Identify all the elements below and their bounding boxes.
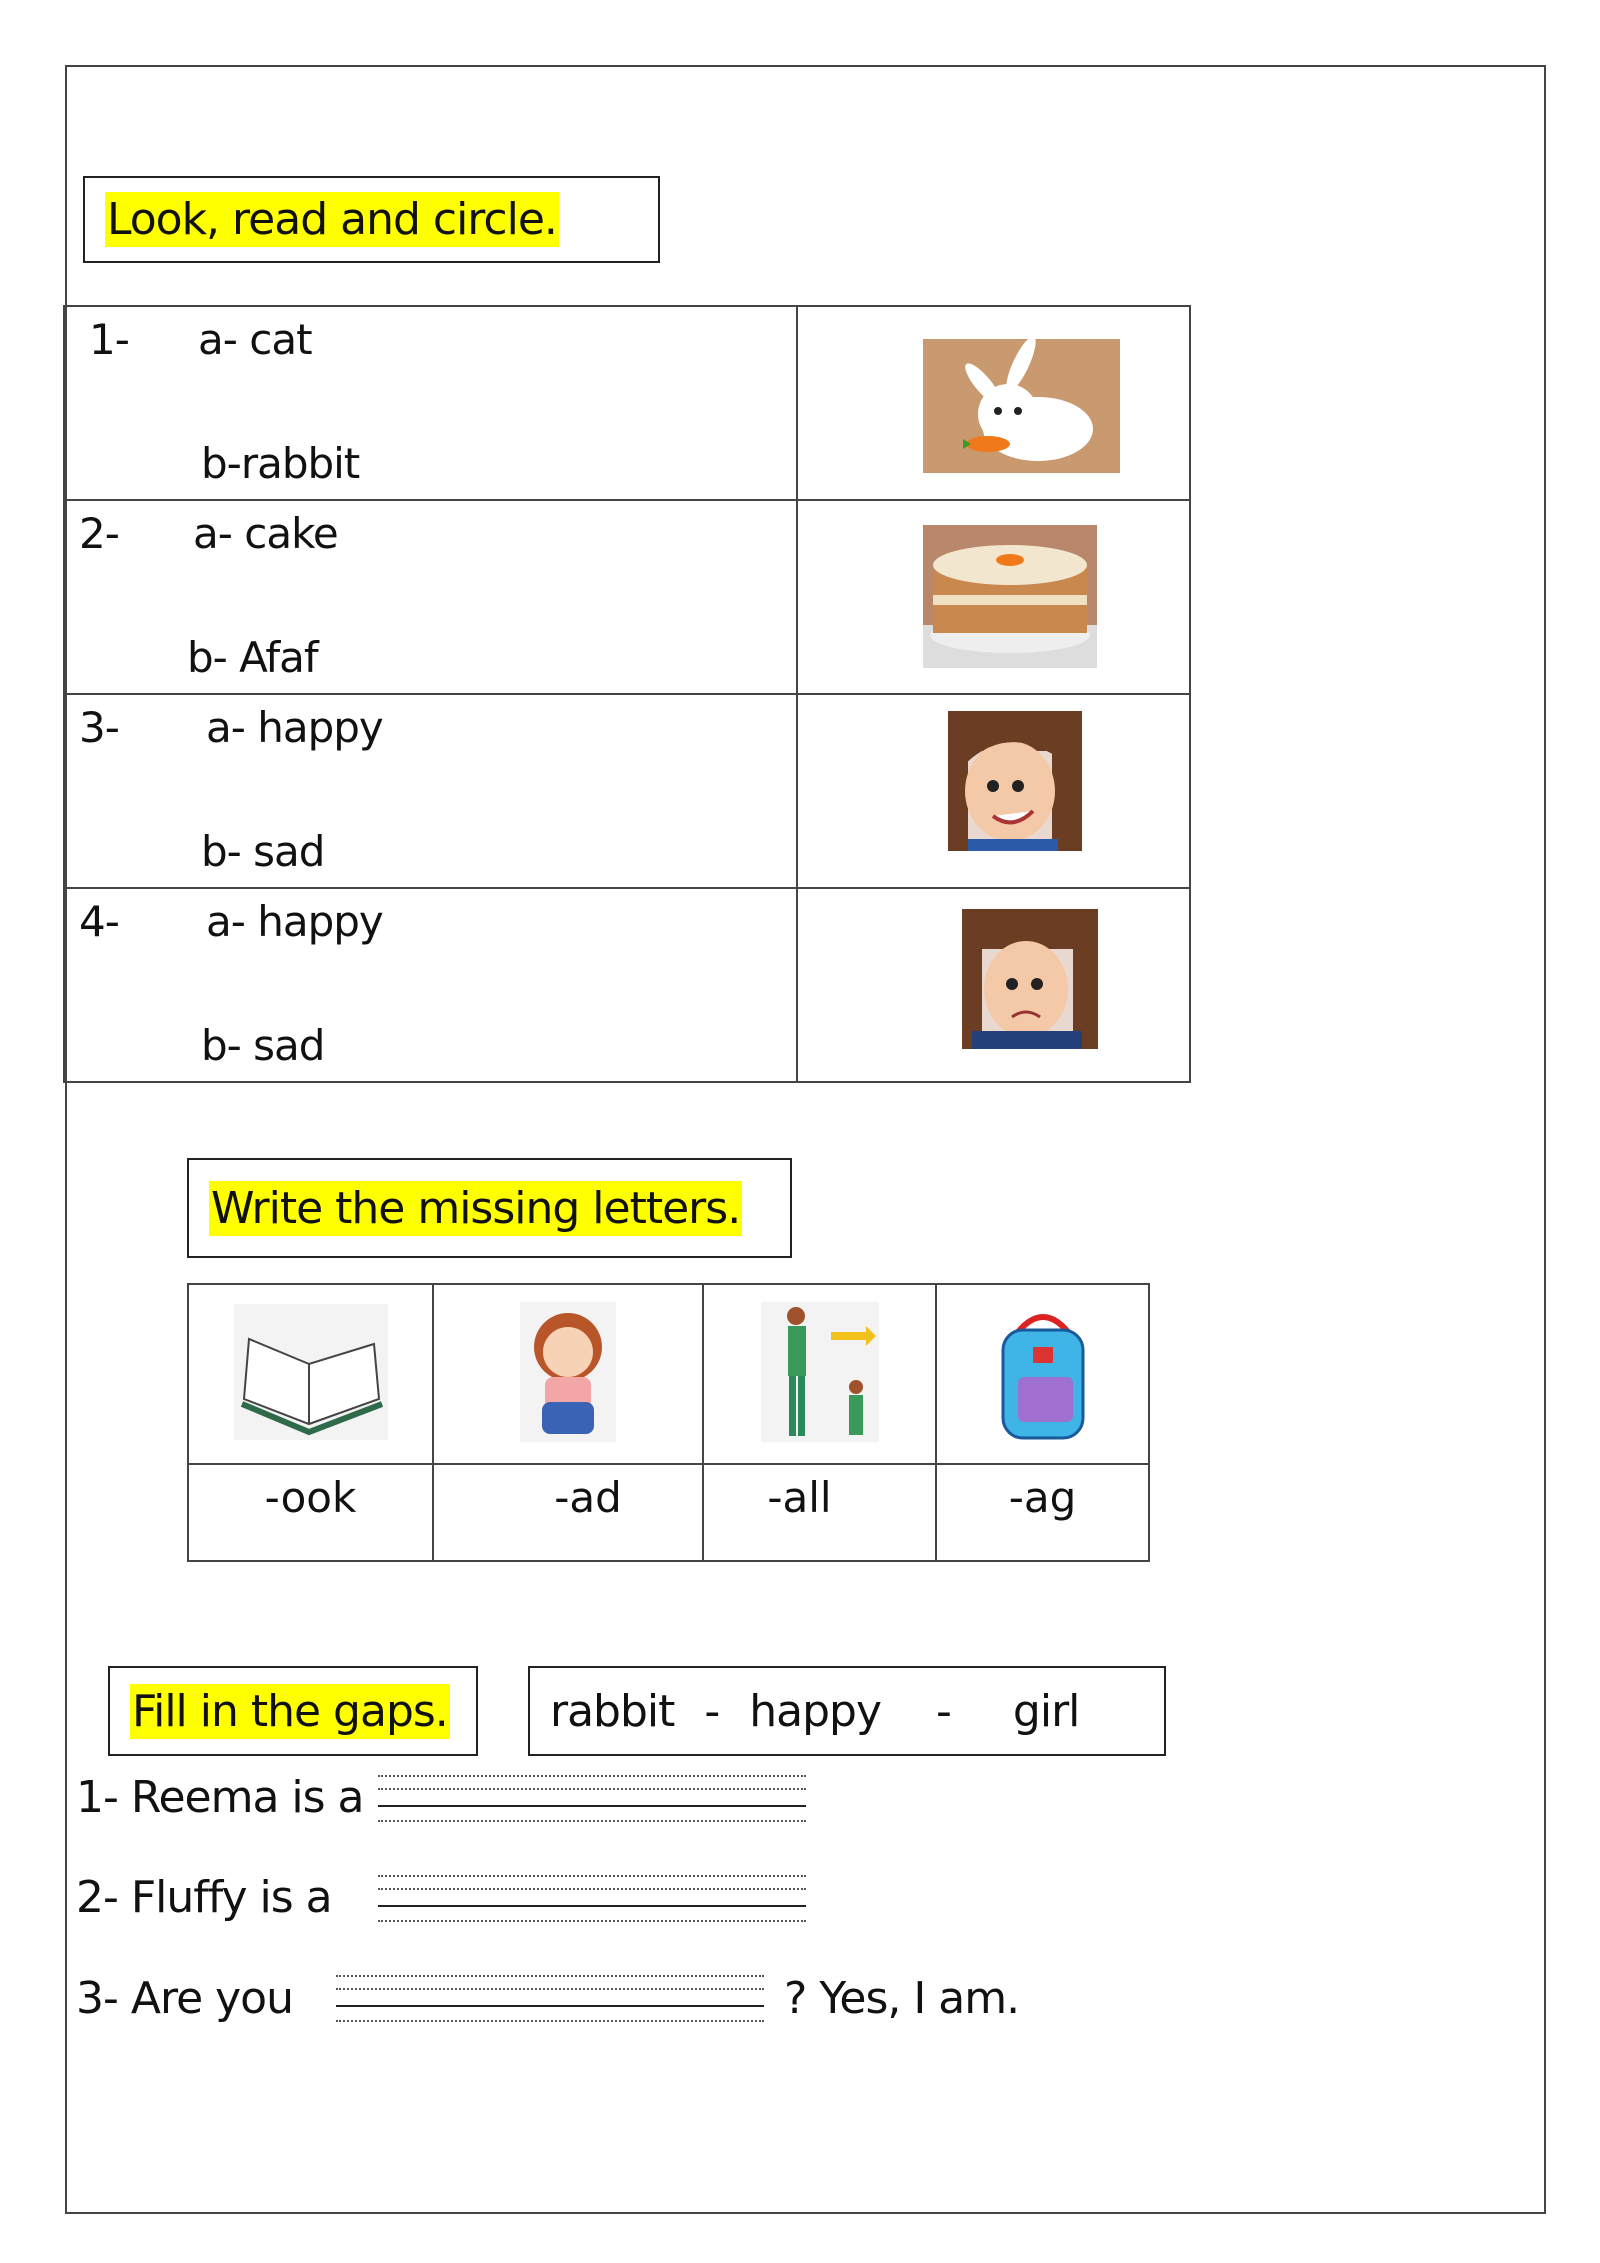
table-row	[64, 500, 1190, 694]
sentence-3-answer: ? Yes, I am.	[784, 1973, 1020, 2024]
happy-girl-image	[948, 711, 1082, 851]
look-read-circle-table	[63, 305, 1191, 1083]
word-bank-item: rabbit	[550, 1685, 675, 1737]
question-number: 4-	[79, 897, 119, 946]
book-image	[234, 1304, 388, 1440]
suffix-ag: -ag	[936, 1464, 1149, 1561]
word-bank-separator: -	[704, 1685, 720, 1737]
option-a[interactable]: a- happy	[206, 897, 383, 946]
instruction-box-look-read-circle	[83, 176, 660, 263]
suffix-ad: -ad	[433, 1464, 703, 1561]
option-b[interactable]: b- Afaf	[187, 633, 318, 682]
tall-man-image	[761, 1302, 879, 1442]
cake-image	[923, 525, 1097, 668]
sentence-2: 2- Fluffy is a	[76, 1872, 332, 1923]
question-number: 1-	[89, 315, 129, 364]
table-row	[64, 694, 1190, 888]
option-a[interactable]: a- cat	[198, 315, 312, 364]
answer-lines-1[interactable]	[378, 1775, 806, 1833]
suffix-all: -all	[703, 1464, 936, 1561]
instruction-fill-gaps: Fill in the gaps.	[132, 1685, 448, 1737]
suffix-ook: -ook	[188, 1464, 433, 1561]
option-a[interactable]: a- happy	[206, 703, 383, 752]
table-row	[188, 1284, 1149, 1464]
instruction-missing-letters: Write the missing letters.	[211, 1182, 741, 1234]
bag-image	[988, 1302, 1098, 1442]
question-number: 3-	[79, 703, 119, 752]
answer-lines-2[interactable]	[378, 1875, 806, 1933]
word-bank-item: girl	[1012, 1685, 1080, 1737]
question-number: 2-	[79, 509, 119, 558]
missing-letters-table	[187, 1283, 1150, 1562]
table-row	[188, 1464, 1149, 1561]
sad-girl-image	[962, 909, 1098, 1049]
table-row	[64, 306, 1190, 500]
option-b[interactable]: b- sad	[201, 827, 325, 876]
rabbit-image	[923, 339, 1120, 473]
sentence-1: 1- Reema is a	[76, 1772, 364, 1823]
instruction-box-missing-letters	[187, 1158, 792, 1258]
word-bank-separator: -	[936, 1685, 951, 1737]
instruction-box-fill-gaps	[108, 1666, 478, 1756]
option-a[interactable]: a- cake	[193, 509, 338, 558]
instruction-look-read-circle: Look, read and circle.	[107, 194, 557, 245]
answer-lines-3[interactable]	[336, 1975, 764, 2033]
word-bank	[528, 1666, 1166, 1756]
word-bank-item: happy	[749, 1685, 882, 1737]
option-b[interactable]: b-rabbit	[201, 439, 360, 488]
option-b[interactable]: b- sad	[201, 1021, 325, 1070]
sentence-3: 3- Are you	[76, 1973, 293, 2024]
sad-girl-image	[520, 1302, 616, 1442]
table-row	[64, 888, 1190, 1082]
